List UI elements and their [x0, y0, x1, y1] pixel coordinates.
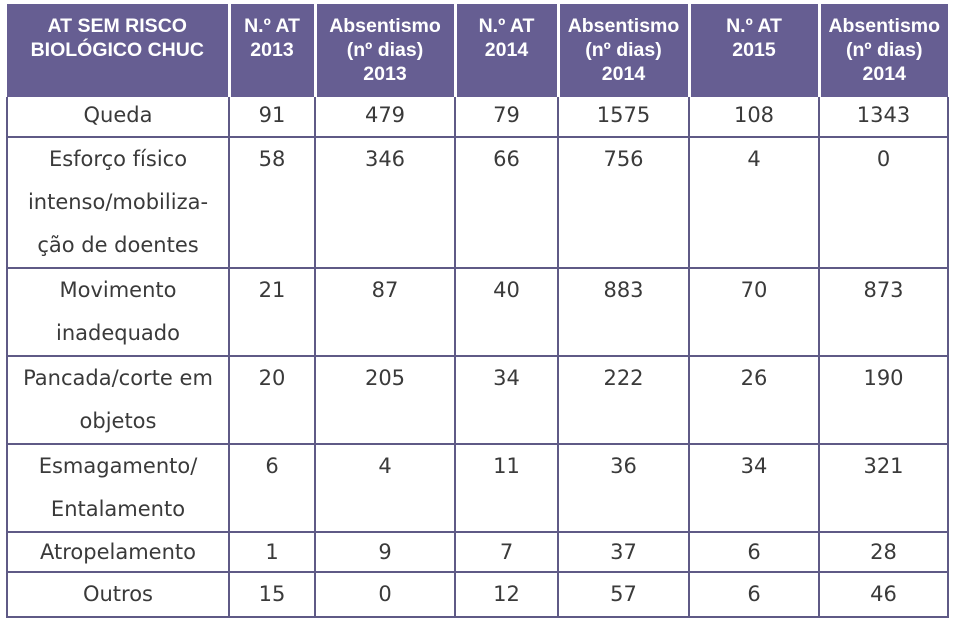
cell-value: 37: [558, 532, 689, 572]
cell-value: 6: [689, 532, 819, 572]
cell-value: 6: [689, 572, 819, 617]
cell-value: 79: [455, 97, 558, 137]
cell-value: 87: [315, 268, 455, 356]
cell-value: 1: [229, 532, 315, 572]
header-absentismo-2013: Absentismo (nº dias) 2013: [315, 4, 455, 97]
at-sem-risco-table: [6, 4, 949, 618]
cell-value: 20: [229, 356, 315, 444]
cell-value: 4: [315, 444, 455, 532]
row-label: Esmagamento/ Entalamento: [7, 444, 229, 532]
header-category: AT SEM RISCO BIOLÓGICO CHUC: [7, 4, 229, 97]
table-body: [7, 97, 948, 617]
cell-value: 70: [689, 268, 819, 356]
cell-value: 0: [819, 137, 948, 268]
cell-value: 479: [315, 97, 455, 137]
cell-value: 346: [315, 137, 455, 268]
row-label: Atropelamento: [7, 532, 229, 572]
cell-value: 28: [819, 532, 948, 572]
header-absentismo-2015-col: Absentismo (nº dias) 2014: [819, 4, 948, 97]
cell-value: 36: [558, 444, 689, 532]
cell-value: 6: [229, 444, 315, 532]
cell-value: 7: [455, 532, 558, 572]
cell-value: 40: [455, 268, 558, 356]
row-label: Queda: [7, 97, 229, 137]
cell-value: 4: [689, 137, 819, 268]
cell-value: 222: [558, 356, 689, 444]
cell-value: 756: [558, 137, 689, 268]
cell-value: 1343: [819, 97, 948, 137]
row-label: Pancada/corte em objetos: [7, 356, 229, 444]
table-row: [7, 444, 948, 532]
cell-value: 1575: [558, 97, 689, 137]
table-row: [7, 572, 948, 617]
header-nat-2014: N.º AT 2014: [455, 4, 558, 97]
cell-value: 34: [689, 444, 819, 532]
table-row: [7, 137, 948, 268]
cell-value: 321: [819, 444, 948, 532]
cell-value: 108: [689, 97, 819, 137]
cell-value: 46: [819, 572, 948, 617]
row-label: Outros: [7, 572, 229, 617]
cell-value: 57: [558, 572, 689, 617]
row-label: Movimento inadequado: [7, 268, 229, 356]
header-nat-2013: N.º AT 2013: [229, 4, 315, 97]
cell-value: 15: [229, 572, 315, 617]
cell-value: 190: [819, 356, 948, 444]
cell-value: 21: [229, 268, 315, 356]
header-absentismo-2014: Absentismo (nº dias) 2014: [558, 4, 689, 97]
cell-value: 26: [689, 356, 819, 444]
table-row: [7, 356, 948, 444]
cell-value: 58: [229, 137, 315, 268]
cell-value: 873: [819, 268, 948, 356]
at-table-container: [6, 4, 947, 618]
cell-value: 91: [229, 97, 315, 137]
cell-value: 0: [315, 572, 455, 617]
table-row: [7, 97, 948, 137]
cell-value: 883: [558, 268, 689, 356]
header-nat-2015: N.º AT 2015: [689, 4, 819, 97]
cell-value: 9: [315, 532, 455, 572]
header-row: [7, 4, 948, 97]
cell-value: 11: [455, 444, 558, 532]
cell-value: 205: [315, 356, 455, 444]
row-label: Esforço físico intenso/mobiliza- ção de doentes: [7, 137, 229, 268]
cell-value: 66: [455, 137, 558, 268]
table-row: [7, 532, 948, 572]
cell-value: 34: [455, 356, 558, 444]
table-row: [7, 268, 948, 356]
table-header: [7, 4, 948, 97]
cell-value: 12: [455, 572, 558, 617]
